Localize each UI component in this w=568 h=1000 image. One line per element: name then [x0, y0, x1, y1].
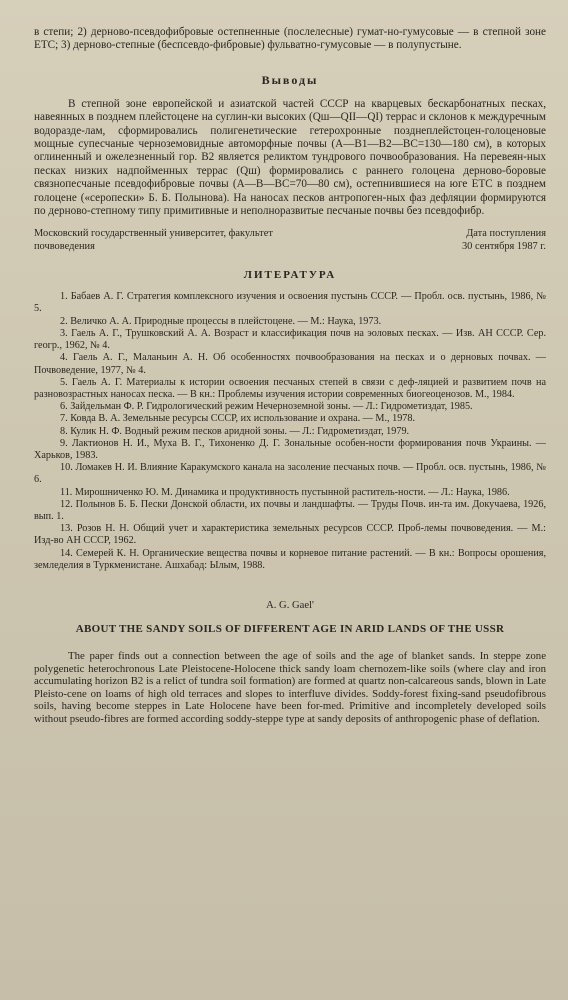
university-name: Московский государственный университет, факультет почвоведения [34, 228, 273, 252]
received-date: 30 сентября 1987 г. [461, 240, 546, 252]
reference-item: 1. Бабаев А. Г. Стратегия комплексного изучения и освоения пустынь СССР. — Пробл. осв. пустынь, 1986, № 5. [34, 291, 546, 315]
reference-item: 5. Гаель А. Г. Материалы к истории освоения песчаных степей в связи с деф-ляцией и развитием почв на разновозрастных наносах песка. — В кн.: Проблемы изучения истории современных биогеоценозов. М., 1984. [34, 376, 546, 400]
reference-item: 14. Семерей К. Н. Органические вещества почвы и корневое питание растений. — В кн.: Вопросы орошения, земледелия в Туркменистане. Ашхабад: Ылым, 1988. [34, 547, 546, 571]
reference-item: 11. Мирошниченко Ю. М. Динамика и продуктивность пустынной раститель-ности. — Л.: Наука, 1986. [60, 486, 510, 498]
conclusions-text: В степной зоне европейской и азиатской частей СССР на кварцевых бескарбонатных песках, навеянных в позднем плейстоцене на суглин-ки высоких (Qш—QII—QI) террас и склонов к междуречным водоразде-лам, сформировались полигенетические гетерохронные позднеплейстоцен-голоценовые мощные супесчаные черноземовидные автоморфные почвы (А—В1—В2—ВС=130—180 см), в которых оглиненный и ожелезненный гор. В2 является реликтом тундрового почвообразования. На перевеян-ных песках низких надпойменных террас (Qш) формировались с раннего голоцена дерново-боровые связнопесчаные псевдофибровые почвы (А—В—ВС=70—80 см), остепнившиеся на юге ЕТС в позднем голоцене («серопески» Б. Б. Полынова). На наносах песков антропоген-ных фаз дефляции формируются по дерново-степному типу примитивные и неполноразвитые песчаные почвы без псевдофибр. [34, 97, 546, 218]
reference-item: 13. Розов Н. Н. Общий учет и характеристика земельных ресурсов СССР. Проб-лемы почвоведения. — М.: Изд-во АН СССР, 1962. [34, 523, 546, 547]
reference-item: 12. Полынов Б. Б. Пески Донской области, их почвы и ландшафты. — Труды Почв. ин-та им. Докучаева, 1926, вып. 1. [34, 498, 546, 522]
english-title: ABOUT THE SANDY SOILS OF DIFFERENT AGE IN ARID LANDS OF THE USSR [75, 622, 505, 635]
reference-item: 2. Величко А. А. Природные процессы в плейстоцене. — М.: Наука, 1973. [60, 315, 382, 327]
reference-item: 10. Ломакев Н. И. Влияние Каракумского канала на засоление песчаных почв. — Пробл. осв. пустынь, 1986, № 6. [34, 462, 546, 486]
reference-item: 6. Зайдельман Ф. Р. Гидрологический режим Нечерноземной зоны. — Л.: Гидрометиздат, 1985. [60, 401, 473, 413]
received-date-block [396, 228, 546, 253]
reference-item: 3. Гаель А. Г., Трушковский А. А. Возраст и классификация почв на эоловых песках. — Изв. АН СССР. Сер. геогр., 1962, № 4. [34, 327, 546, 352]
english-author: A. G. Gael' [266, 599, 314, 611]
received-label: Дата поступления [466, 228, 546, 240]
literature-heading: ЛИТЕРАТУРА [243, 269, 337, 282]
conclusions-heading: Выводы [261, 72, 319, 87]
top-paragraph: в степи; 2) дерново-псевдофибровые остепненные (послелесные) гумат-но-гумусовые — в степной зоне ЕТС; 3) дерново-степные (беспсевдо-фибровые) фульватно-гумусовые — в полупустыне. [34, 26, 546, 52]
reference-list [34, 291, 546, 572]
reference-item: 7. Ковда В. А. Земельные ресурсы СССР, их использование и охрана. — М., 1978. [60, 413, 416, 425]
english-abstract: The paper finds out a connection between the age of soils and the age of blanket sands. In steppe zone polygenetic heterochronous Late Pleistocene-Holocene thick sandy loam chernozem-like soils (where clay and iron accumulating horizon B2 is a relict of tundra soil formation) are formed at quartz non-calcareous sands, blown in Late Pleisto-cene on loams of high old terraces and slopes to interfluve divides. Soddy-forest fixing-sand pseudofibrous soils, having become steppes in Late Holocene have been for-med. Primitive and incompletely developed soils without pseudo-fibres are formed according soddy-steppe type at sandy deposits of anthropogenic phase of deflation. [34, 649, 546, 725]
reference-item: 8. Кулик Н. Ф. Водный режим песков аридной зоны. — Л.: Гидрометиздат, 1979. [60, 425, 410, 437]
reference-item: 4. Гаель А. Г., Маланьин А. Н. Об особенностях почвообразования на песках и о дерновых почвах. — Почвоведение, 1977, № 4. [34, 352, 546, 376]
affiliation-row [34, 228, 546, 253]
reference-item: 9. Лактионов Н. И., Муха В. Г., Тихоненко Д. Г. Зональные особен-ности формирования почв Украины. — Харьков, 1983. [34, 437, 546, 461]
